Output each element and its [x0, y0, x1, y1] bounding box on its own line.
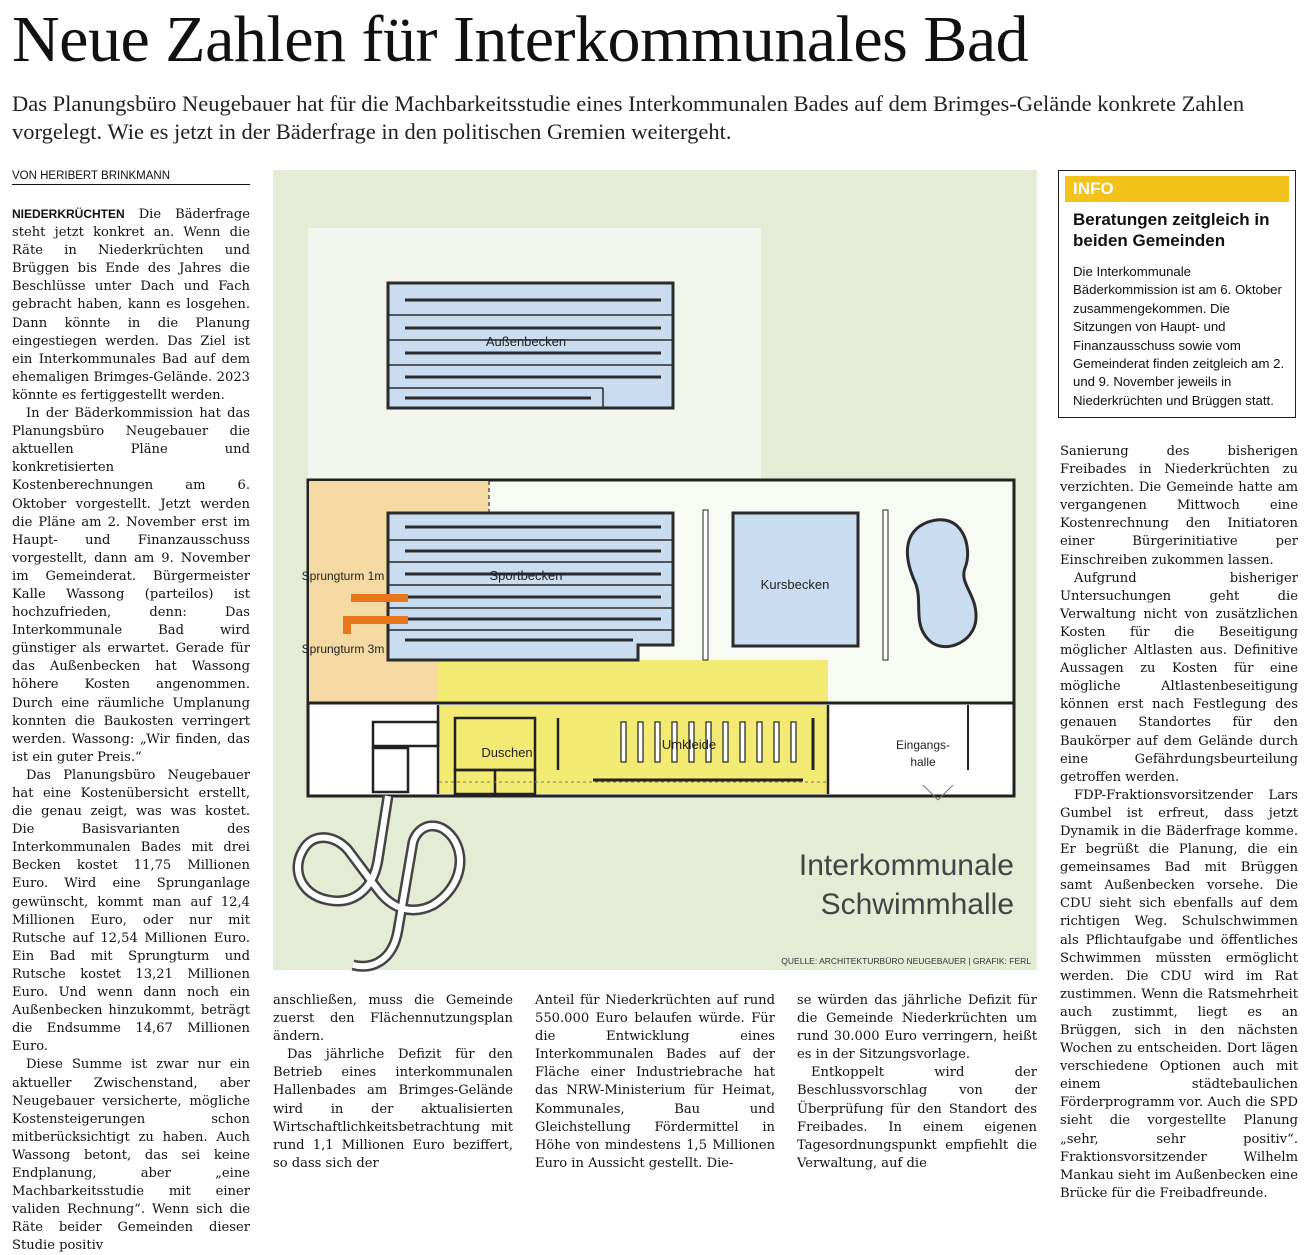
lead-paragraph: Das Planungsbüro Neugebauer hat für die Machbarkeitsstudie eines Interkommunalen Bades auf dem Brimges-Gelände konkrete Zahlen vorgelegt. Wie es jetzt in der Bäderfrage in den politischen Gremien weitergeht. [12, 91, 1245, 144]
paragraph-text: Die Bäderfrage steht jetzt konkret an. Wenn die Räte in Niederkrüchten und Brüggen bis Ende des Jahres die Beschlüsse unter Dach und Fach gebracht haben, kann es losgehen. Dann könnte in die Planung eingestiegen werden. Das Ziel ist ein Interkommunales Bad auf dem ehemaligen Brimges-Gelände. 2023 könnte es fertiggestellt werden. [12, 207, 250, 403]
label-sportbecken: Sportbecken [489, 568, 563, 583]
byline: VON HERIBERT BRINKMANN [12, 168, 250, 185]
paragraph: anschließen, muss die Gemeinde zuerst den Flächennutzungsplan ändern. [273, 993, 513, 1045]
label-kursbecken: Kursbecken [760, 577, 830, 592]
graphic-source: QUELLE: ARCHITEKTURBÜRO NEUGEBAUER | GRAFIK: FERL [781, 956, 1031, 966]
info-box [1058, 170, 1296, 418]
paragraph: Sanierung des bisherigen Freibades in Niederkrüchten zu verzichten. Die Gemeinde hatte am vergangenen Mittwoch eine Kostenrechnung den Initiatoren einer Bürgerinitiative per Einschreiben zukommen lassen. [1060, 444, 1298, 568]
paragraph: se würden das jährliche Defizit für die Gemeinde Niederkrüchten um rund 30.000 Euro verringern, heißt es in der Sitzungsvorlage. [797, 993, 1037, 1063]
paragraph [12, 205, 250, 405]
paragraph: In der Bäderkommission hat das Planungsbüro Neugebauer die aktuellen Pläne und konkretisierten Kostenberechnungen am 6. Oktober vorgestellt. Jetzt werden die Pläne am 2. November erst im Haupt- und Finanzausschuss vorgestellt, dann am 9. November im Gemeinderat. Bürgermeister Kalle Wassong (parteilos) ist hochzufrieden, denn: Das Interkommunale Bad wird günstiger als erwartet. Gerade für das Außenbecken hat Wassong höhere Kosten angenommen. Durch eine räumliche Umplanung konnten die Baukosten verringert werden. Wassong: „Wir finden, das ist ein guter Preis.“ [12, 406, 250, 765]
label-eingangshalle-1: Eingangs- [895, 738, 951, 752]
label-duschen: Duschen [481, 745, 533, 760]
article-column-5 [1060, 443, 1298, 1203]
paragraph: Anteil für Niederkrüchten auf rund 550.000 Euro belaufen würde. Für die Entwicklung eines Interkommunalen Bades auf der Fläche einer Industriebrache hat das NRW-Ministerium für Heimat, Kommunales, Bau und Gleichstellung Fördermittel in Höhe von mindestens 1,5 Millionen Euro in Aussicht gestellt. Die- [535, 993, 775, 1171]
article-column-2 [273, 992, 513, 1173]
diving-board-1m [351, 594, 408, 602]
article-column-1 [12, 205, 250, 1255]
info-body: Die Interkommunale Bäderkommission ist am 6. Oktober zusammengekommen. Die Sitzungen von Haupt- und Finanzausschuss sowie vom Gemeinderat finden zeitgleich am 2. und 9. November jeweils in Niederkrüchten und Brüggen statt. [1073, 264, 1285, 408]
paragraph: Aufgrund bisheriger Untersuchungen geht die Verwaltung nicht von zusätzlichen Kosten für die Beseitigung möglicher Altlasten aus. Definitive Aussagen zu Kosten für eine mögliche Altlastenbeseitigung können erst nach Festlegung des genauen Standortes für den Baukörper auf dem Gelände durch eine Gefährdungsbeurteilung getroffen werden. [1060, 570, 1298, 785]
label-umkleide: Umkleide [661, 737, 717, 752]
paragraph: Das Planungsbüro Neugebauer hat eine Kostenübersicht erstellt, die genau zeigt, was was kostet. Die Basisvarianten des Interkommunalen Bades mit drei Becken kostet 11,75 Millionen Euro. Wird eine Sprunganlage gewünscht, kommt man auf 12,4 Millionen Euro, oder nur mit Rutsche auf 12,54 Millionen Euro. Ein Bad mit Sprungturm und Rutsche kostet 13,21 Millionen Euro. Und wenn dann noch ein Außenbecken hinzukommt, beträgt die Endsumme 14,67 Millionen Euro. [12, 767, 250, 1055]
paragraph: FDP-Fraktionsvorsitzender Lars Gumbel ist erfreut, dass jetzt Dynamik in die Bäderfrage komme. Er begrüßt die Planung, die ein gemeinsames Bad mit Brüggen samt Außenbecken vorsehe. Die CDU sieht sich ebenfalls auf dem richtigen Weg. Schulschwimmen als Pflichtaufgabe und öffentliches Schwimmen müssten ermöglicht werden. Die CDU wird im Rat zustimmen. Wenn die Ratsmehrheit auch zustimmt, liegt es an Brüggen, sich in den nächsten Wochen zu entscheiden. Dort lägen verschiedene Optionen auch mit einem städtebaulichen Förderprogramm vor. Auch die SPD sieht die vorgestellte Planung „sehr, sehr positiv“. Fraktionsvorsitzender Wilhelm Mankau sieht im Außenbecken eine Brücke für die Freibadfreunde. [1060, 787, 1298, 1201]
label-sprungturm-3m: Sprungturm 3m [301, 642, 385, 656]
dateline: NIEDERKRÜCHTEN [12, 207, 125, 221]
water-slide [298, 796, 460, 966]
paragraph: Das jährliche Defizit für den Betrieb eines interkommunalen Hallenbades am Brimges-Gelände wird in der aktualisierten Wirtschaftlichkeitsbetrachtung mit rund 1,1 Millionen Euro beziffert, so dass sich der [273, 1047, 513, 1171]
label-eingangshalle-2: halle [910, 755, 936, 769]
headline: Neue Zahlen für Interkommunales Bad [12, 3, 1029, 76]
info-tag: INFO [1065, 176, 1289, 202]
info-title: Beratungen zeitgleich in beiden Gemeinden [1073, 210, 1270, 250]
sport-pool [388, 513, 673, 660]
paragraph: Diese Summe ist zwar nur ein aktueller Zwischenstand, aber Neugebauer versicherte, mögliche Kostensteigerungen schon mitberücksichtigt zu haben. Auch Wassong betont, das sei keine Endplanung, aber „eine Machbarkeitsstudie mit einer validen Rechnung“. Wenn sich die Räte beider Gemeinden dieser Studie positiv [12, 1057, 250, 1254]
graphic-title-line-1: Interkommunale [798, 849, 1014, 882]
label-sprungturm-1m: Sprungturm 1m [301, 569, 385, 583]
article-column-4 [797, 992, 1037, 1173]
floor-plan-graphic [273, 170, 1037, 970]
article-column-3 [535, 992, 775, 1173]
graphic-title-line-2: Schwimmhalle [820, 888, 1014, 921]
label-aussenbecken: Außenbecken [485, 334, 567, 349]
paragraph: Entkoppelt wird der Beschlussvorschlag von der Überprüfung für den Standort des Freibades. In einem eigenen Tagesordnungspunkt empfiehlt die Verwaltung, auf die [797, 1065, 1037, 1171]
